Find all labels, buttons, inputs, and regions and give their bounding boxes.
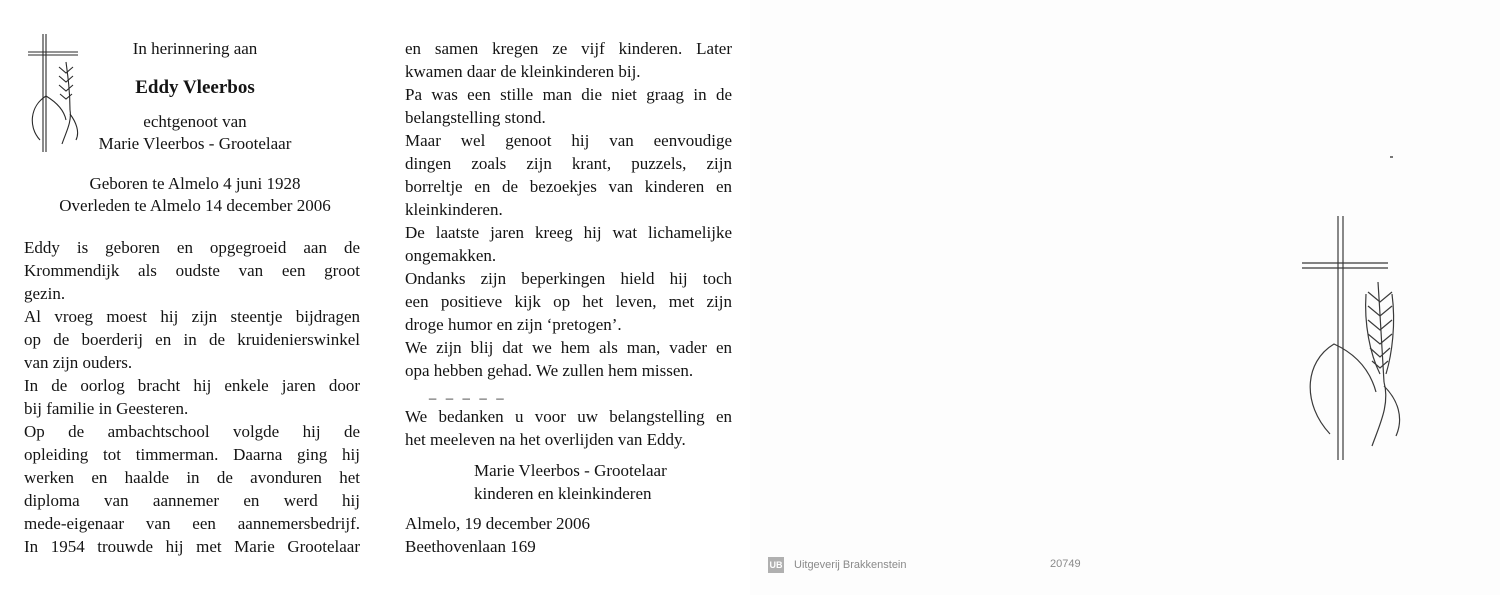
address: Beethovenlaan 169 [405, 537, 536, 556]
separator-dashes: _ _ _ _ _ [429, 385, 507, 400]
biography-left [24, 236, 360, 558]
biography-right-line: De laatste jaren kreeg hij wat lichamelijke [405, 223, 732, 242]
biography-left-line: Krommendijk als oudste van een groot [24, 261, 360, 280]
place-date: Almelo, 19 december 2006 [405, 514, 591, 533]
signature-line-1: Marie Vleerbos - Grootelaar [474, 461, 667, 480]
card-code: 20749 [1050, 558, 1081, 570]
biography-left-line: opleiding tot timmerman. Daarna ging hij [24, 445, 360, 464]
spouse-name: Marie Vleerbos - Grootelaar [98, 134, 292, 153]
card-left-panel [0, 0, 375, 595]
biography-right-line: Ondanks zijn beperkingen hield hij toch [405, 269, 732, 288]
biography-right-line: ongemakken. [405, 246, 497, 265]
biography-right-line: kleinkinderen. [405, 200, 503, 219]
biography-left-line: Op de ambachtschool volgde hij de [24, 422, 360, 441]
biography-left-line: bij familie in Geesteren. [24, 399, 189, 418]
publisher-logo-icon: UB [768, 557, 784, 573]
biography-right-line: dingen zoals zijn krant, puzzels, zijn [405, 154, 732, 173]
biography-left-line: In de oorlog bracht hij enkele jaren door [24, 376, 360, 395]
biography-right-line: opa hebben gehad. We zullen hem missen. [405, 361, 694, 380]
print-speck [1390, 156, 1393, 158]
thanks-line: We bedanken u voor uw belangstelling en [405, 407, 732, 426]
biography-right-line: droge humor en zijn ‘pretogen’. [405, 315, 622, 334]
thanks-line: het meeleven na het overlijden van Eddy. [405, 430, 686, 449]
birth-line: Geboren te Almelo 4 juni 1928 [89, 174, 301, 193]
intro-text: In herinnering aan [132, 39, 258, 58]
biography-right-line: We zijn blij dat we hem als man, vader en [405, 338, 732, 357]
biography-right-line: borreltje en de bezoekjes van kinderen en [405, 177, 732, 196]
cross-with-wheat-icon [1300, 214, 1410, 464]
death-line: Overleden te Almelo 14 december 2006 [59, 196, 331, 215]
biography-right-line: een positieve kijk op het leven, met zijn [405, 292, 732, 311]
biography-right-line: Pa was een stille man die niet graag in de [405, 85, 732, 104]
biography-left-line: op de boerderij en in de kruidenierswinkel [24, 330, 360, 349]
biography-left-line: gezin. [24, 284, 66, 303]
thanks-text [405, 405, 732, 451]
biography-left-line: Al vroeg moest hij zijn steentje bijdragen [24, 307, 360, 326]
biography-left-line: mede-eigenaar van een aannemersbedrijf. [24, 514, 360, 533]
biography-right-line: kwamen daar de kleinkinderen bij. [405, 62, 641, 81]
biography-left-line: diploma van aannemer en werd hij [24, 491, 360, 510]
biography-right-line: en samen kregen ze vijf kinderen. Later [405, 39, 732, 58]
biography-left-line: van zijn ouders. [24, 353, 133, 372]
card-middle-panel [375, 0, 750, 595]
biography-right-line: belangstelling stond. [405, 108, 546, 127]
relation-text: echtgenoot van [143, 112, 247, 131]
biography-left-line: werken en haalde in de avonduren het [24, 468, 360, 487]
biography-left-line: Eddy is geboren en opgegroeid aan de [24, 238, 360, 257]
signature-line-2: kinderen en kleinkinderen [474, 484, 652, 503]
card-front-panel [750, 0, 1500, 595]
publisher-name: Uitgeverij Brakkenstein [794, 559, 907, 571]
deceased-name: Eddy Vleerbos [135, 77, 255, 98]
biography-left-line: In 1954 trouwde hij met Marie Grootelaar [24, 537, 360, 556]
biography-right [405, 37, 732, 382]
publisher-credit [768, 557, 907, 573]
biography-right-line: Maar wel genoot hij van eenvoudige [405, 131, 732, 150]
